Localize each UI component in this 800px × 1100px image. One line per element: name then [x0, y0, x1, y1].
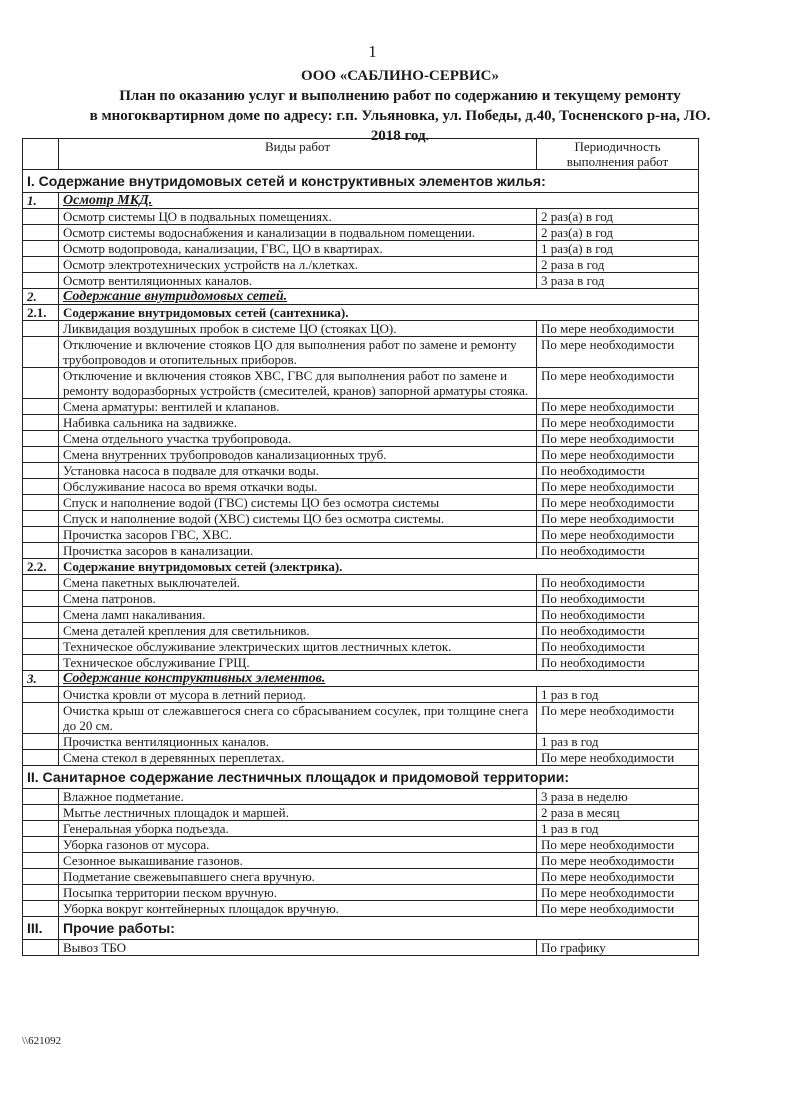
row-number-cell [23, 687, 59, 703]
plan-year: 2018 год. [370, 128, 430, 144]
work-periodicity: По мере необходимости [537, 431, 699, 447]
work-row [23, 655, 699, 671]
work-periodicity: 1 раз в год [537, 821, 699, 837]
work-name: Подметание свежевыпавшего снега вручную. [59, 869, 537, 885]
work-row [23, 495, 699, 511]
row-number-cell [23, 901, 59, 917]
work-row [23, 940, 699, 956]
subsection-number: 2.1. [23, 305, 59, 321]
work-row [23, 209, 699, 225]
work-row [23, 543, 699, 559]
work-periodicity: По необходимости [537, 655, 699, 671]
row-number-cell [23, 639, 59, 655]
work-row [23, 431, 699, 447]
section-number: III. [23, 917, 59, 940]
work-name: Прочистка засоров в канализации. [59, 543, 537, 559]
work-name: Прочистка засоров ГВС, ХВС. [59, 527, 537, 543]
subsection-row [23, 193, 699, 209]
subsection-number: 1. [23, 193, 59, 209]
document-header [20, 66, 780, 146]
row-number-cell [23, 225, 59, 241]
work-periodicity: По мере необходимости [537, 750, 699, 766]
row-number-cell [23, 837, 59, 853]
header-works: Виды работ [59, 139, 537, 170]
row-number-cell [23, 447, 59, 463]
table-body [23, 170, 699, 956]
work-name: Посыпка территории песком вручную. [59, 885, 537, 901]
work-name: Отключение и включение стояков ЦО для выполнения работ по замене и ремонту трубопроводов и отопительных приборов. [59, 337, 537, 368]
work-name: Набивка сальника на задвижке. [59, 415, 537, 431]
work-periodicity: 1 раз в год [537, 687, 699, 703]
work-row [23, 750, 699, 766]
work-periodicity: По мере необходимости [537, 837, 699, 853]
row-number-cell [23, 750, 59, 766]
work-name: Смена внутренних трубопроводов канализационных труб. [59, 447, 537, 463]
work-name: Сезонное выкашивание газонов. [59, 853, 537, 869]
work-row [23, 837, 699, 853]
row-number-cell [23, 789, 59, 805]
work-periodicity: По необходимости [537, 591, 699, 607]
row-number-cell [23, 623, 59, 639]
work-row [23, 399, 699, 415]
work-row [23, 853, 699, 869]
row-number-cell [23, 479, 59, 495]
work-name: Осмотр системы водоснабжения и канализации в подвальном помещении. [59, 225, 537, 241]
work-periodicity: 2 раз(а) в год [537, 209, 699, 225]
row-number-cell [23, 853, 59, 869]
row-number-cell [23, 591, 59, 607]
work-row [23, 821, 699, 837]
work-name: Смена деталей крепления для светильников. [59, 623, 537, 639]
row-number-cell [23, 511, 59, 527]
work-name: Очистка крыш от слежавшегося снега со сбрасыванием сосулек, при толщине снега до 20 см. [59, 703, 537, 734]
work-row [23, 273, 699, 289]
work-row [23, 623, 699, 639]
work-name: Осмотр вентиляционных каналов. [59, 273, 537, 289]
row-number-cell [23, 273, 59, 289]
work-row [23, 703, 699, 734]
row-number-cell [23, 703, 59, 734]
subsection-title: Содержание внутридомовых сетей (сантехника). [59, 305, 699, 321]
work-row [23, 885, 699, 901]
work-name: Прочистка вентиляционных каналов. [59, 734, 537, 750]
work-row [23, 639, 699, 655]
work-name: Осмотр водопровода, канализации, ГВС, ЦО в квартирах. [59, 241, 537, 257]
section-title: II. Санитарное содержание лестничных площадок и придомовой территории: [23, 766, 699, 789]
subsection-number: 2.2. [23, 559, 59, 575]
work-name: Смена патронов. [59, 591, 537, 607]
row-number-cell [23, 655, 59, 671]
work-name: Осмотр электротехнических устройств на л./клетках. [59, 257, 537, 273]
work-name: Мытье лестничных площадок и маршей. [59, 805, 537, 821]
work-name: Смена стекол в деревянных переплетах. [59, 750, 537, 766]
work-periodicity: По мере необходимости [537, 495, 699, 511]
work-periodicity: По необходимости [537, 463, 699, 479]
work-row [23, 415, 699, 431]
subsection-row [23, 671, 699, 687]
section-row [23, 170, 699, 193]
work-row [23, 901, 699, 917]
work-name: Влажное подметание. [59, 789, 537, 805]
work-name: Смена ламп накаливания. [59, 607, 537, 623]
work-periodicity: По мере необходимости [537, 368, 699, 399]
work-periodicity: 1 раз(а) в год [537, 241, 699, 257]
subsection-row [23, 559, 699, 575]
work-periodicity: По мере необходимости [537, 901, 699, 917]
work-row [23, 805, 699, 821]
work-periodicity: По необходимости [537, 607, 699, 623]
work-row [23, 869, 699, 885]
table-header-row [23, 139, 699, 170]
work-periodicity: По мере необходимости [537, 703, 699, 734]
work-periodicity: По мере необходимости [537, 447, 699, 463]
work-periodicity: 3 раза в год [537, 273, 699, 289]
row-number-cell [23, 209, 59, 225]
work-name: Уборка вокруг контейнерных площадок вручную. [59, 901, 537, 917]
work-periodicity: 2 раза в год [537, 257, 699, 273]
subsection-title: Содержание внутридомовых сетей (электрика). [59, 559, 699, 575]
row-number-cell [23, 607, 59, 623]
work-periodicity: 2 раз(а) в год [537, 225, 699, 241]
row-number-cell [23, 337, 59, 368]
work-periodicity: По необходимости [537, 575, 699, 591]
row-number-cell [23, 805, 59, 821]
page-number: 1 [368, 42, 377, 61]
plan-title-line-2: в многоквартирном доме по адресу: г.п. Ульяновка, ул. Победы, д.40, Тосненского р-на, ЛО. [89, 108, 711, 124]
work-row [23, 575, 699, 591]
work-periodicity: По мере необходимости [537, 337, 699, 368]
subsection-row [23, 289, 699, 305]
section-title: Прочие работы: [59, 917, 699, 940]
work-row [23, 241, 699, 257]
work-periodicity: По мере необходимости [537, 511, 699, 527]
work-periodicity: 2 раза в месяц [537, 805, 699, 821]
work-row [23, 447, 699, 463]
work-periodicity: 3 раза в неделю [537, 789, 699, 805]
work-name: Спуск и наполнение водой (ХВС) системы ЦО без осмотра системы. [59, 511, 537, 527]
row-number-cell [23, 241, 59, 257]
work-periodicity: По мере необходимости [537, 527, 699, 543]
organization-name: ООО «САБЛИНО-СЕРВИС» [301, 68, 499, 84]
work-periodicity: По мере необходимости [537, 853, 699, 869]
section-row [23, 766, 699, 789]
row-number-cell [23, 257, 59, 273]
work-periodicity: По необходимости [537, 623, 699, 639]
work-row [23, 463, 699, 479]
row-number-cell [23, 399, 59, 415]
work-name: Отключение и включения стояков ХВС, ГВС для выполнения работ по замене и ремонту водоразборных устройств (смесителей, кранов) запорной арматуры стояка. [59, 368, 537, 399]
work-name: Осмотр системы ЦО в подвальных помещениях. [59, 209, 537, 225]
work-row [23, 687, 699, 703]
work-row [23, 734, 699, 750]
work-row [23, 511, 699, 527]
work-periodicity: По мере необходимости [537, 869, 699, 885]
row-number-cell [23, 463, 59, 479]
work-name: Уборка газонов от мусора. [59, 837, 537, 853]
work-periodicity: 1 раз в год [537, 734, 699, 750]
subsection-number: 2. [23, 289, 59, 305]
work-periodicity: По мере необходимости [537, 321, 699, 337]
row-number-cell [23, 527, 59, 543]
row-number-cell [23, 495, 59, 511]
work-row [23, 607, 699, 623]
work-periodicity: По мере необходимости [537, 479, 699, 495]
row-number-cell [23, 869, 59, 885]
work-row [23, 368, 699, 399]
section-title: I. Содержание внутридомовых сетей и конструктивных элементов жилья: [23, 170, 699, 193]
work-name: Генеральная уборка подъезда. [59, 821, 537, 837]
row-number-cell [23, 821, 59, 837]
subsection-number: 3. [23, 671, 59, 687]
subsection-title: Содержание внутридомовых сетей. [59, 289, 699, 305]
plan-title-line-1: План по оказанию услуг и выполнению работ по содержанию и текущему ремонту [119, 88, 681, 104]
header-number-cell [23, 139, 59, 170]
section-row [23, 917, 699, 940]
work-name: Ликвидация воздушных пробок в системе ЦО (стояках ЦО). [59, 321, 537, 337]
work-row [23, 479, 699, 495]
work-name: Очистка кровли от мусора в летний период. [59, 687, 537, 703]
work-name: Спуск и наполнение водой (ГВС) системы ЦО без осмотра системы [59, 495, 537, 511]
work-name: Смена пакетных выключателей. [59, 575, 537, 591]
work-name: Техническое обслуживание электрических щитов лестничных клеток. [59, 639, 537, 655]
row-number-cell [23, 940, 59, 956]
header-periodicity: Периодичность выполнения работ [537, 139, 699, 170]
work-periodicity: По мере необходимости [537, 399, 699, 415]
row-number-cell [23, 368, 59, 399]
row-number-cell [23, 575, 59, 591]
work-periodicity: По мере необходимости [537, 885, 699, 901]
work-periodicity: По мере необходимости [537, 415, 699, 431]
work-periodicity: По графику [537, 940, 699, 956]
work-name: Техническое обслуживание ГРЩ. [59, 655, 537, 671]
work-row [23, 527, 699, 543]
work-name: Установка насоса в подвале для откачки воды. [59, 463, 537, 479]
subsection-row [23, 305, 699, 321]
work-name: Смена арматуры: вентилей и клапанов. [59, 399, 537, 415]
row-number-cell [23, 321, 59, 337]
row-number-cell [23, 415, 59, 431]
row-number-cell [23, 543, 59, 559]
subsection-title: Осмотр МКД. [59, 193, 699, 209]
row-number-cell [23, 885, 59, 901]
subsection-title: Содержание конструктивных элементов. [59, 671, 699, 687]
work-row [23, 337, 699, 368]
row-number-cell [23, 734, 59, 750]
work-periodicity: По необходимости [537, 543, 699, 559]
document-code: \\621092 [22, 1035, 62, 1047]
work-row [23, 321, 699, 337]
work-row [23, 257, 699, 273]
row-number-cell [23, 431, 59, 447]
work-name: Смена отдельного участка трубопровода. [59, 431, 537, 447]
work-row [23, 591, 699, 607]
work-name: Обслуживание насоса во время откачки воды. [59, 479, 537, 495]
work-row [23, 225, 699, 241]
works-plan-table [22, 138, 699, 956]
work-name: Вывоз ТБО [59, 940, 537, 956]
work-row [23, 789, 699, 805]
work-periodicity: По необходимости [537, 639, 699, 655]
